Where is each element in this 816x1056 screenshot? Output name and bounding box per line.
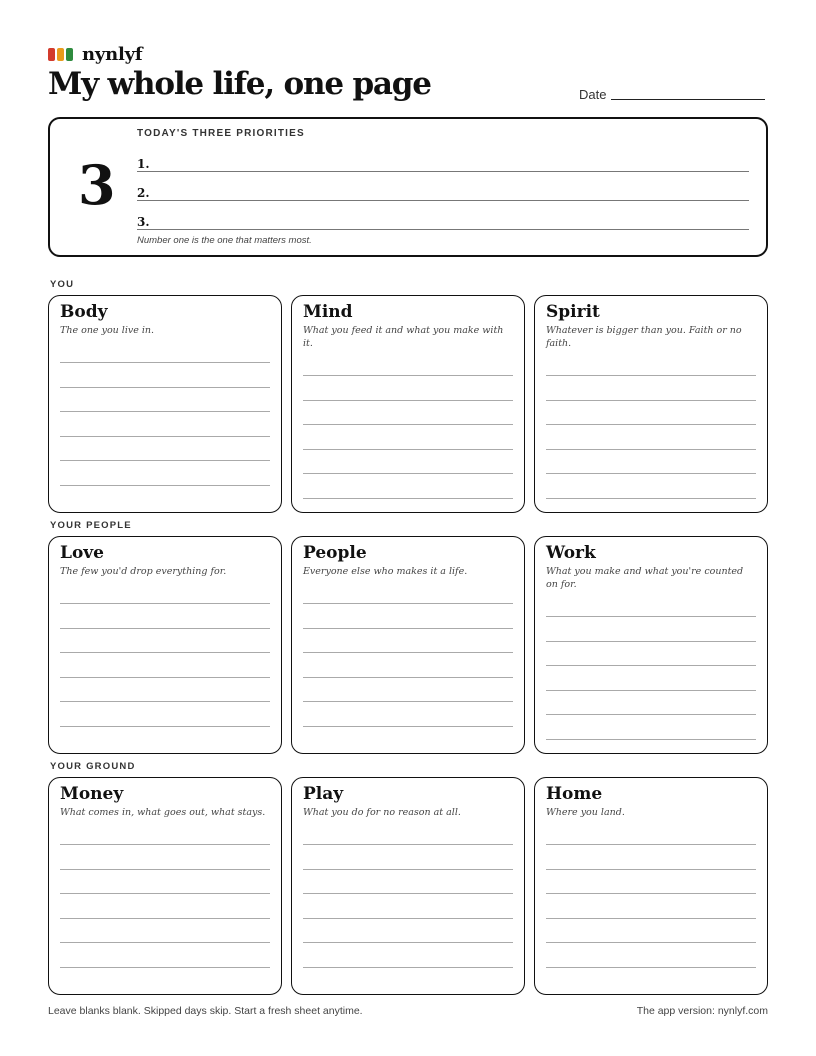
card-play: [291, 777, 525, 995]
priority-line-3[interactable]: [137, 212, 749, 230]
card-title: Body: [60, 302, 108, 322]
writing-line[interactable]: [303, 918, 513, 919]
writing-line[interactable]: [60, 942, 270, 943]
priorities-note: Number one is the one that matters most.: [137, 235, 312, 246]
writing-line[interactable]: [60, 436, 270, 437]
writing-line[interactable]: [60, 869, 270, 870]
writing-line[interactable]: [303, 375, 513, 376]
page-title: My whole life, one page: [48, 66, 431, 102]
writing-line[interactable]: [303, 449, 513, 450]
footer-note: Leave blanks blank. Skipped days skip. Start a fresh sheet anytime.: [48, 1005, 363, 1017]
brand-name: nynlyf: [82, 44, 143, 65]
card-subtitle: What you do for no reason at all.: [303, 807, 461, 818]
writing-line[interactable]: [546, 869, 756, 870]
writing-line[interactable]: [60, 603, 270, 604]
card-title: Love: [60, 543, 104, 563]
writing-line[interactable]: [60, 362, 270, 363]
date-label: Date: [579, 87, 607, 102]
date-write-line[interactable]: [611, 99, 765, 100]
writing-line[interactable]: [546, 967, 756, 968]
priorities-heading: TODAY'S THREE PRIORITIES: [137, 128, 305, 139]
writing-line[interactable]: [546, 424, 756, 425]
card-subtitle: What you feed it and what you make with it.: [303, 325, 504, 349]
card-mind: [291, 295, 525, 513]
writing-line[interactable]: [60, 677, 270, 678]
card-title: Play: [303, 784, 344, 804]
card-title: Spirit: [546, 302, 600, 322]
writing-line[interactable]: [546, 641, 756, 642]
writing-line[interactable]: [546, 714, 756, 715]
priority-line-1[interactable]: [137, 154, 749, 172]
card-money: [48, 777, 282, 995]
card-love: [48, 536, 282, 754]
writing-line[interactable]: [546, 942, 756, 943]
card-work: [534, 536, 768, 754]
writing-line[interactable]: [60, 628, 270, 629]
writing-line[interactable]: [60, 893, 270, 894]
writing-line[interactable]: [303, 677, 513, 678]
writing-line[interactable]: [60, 918, 270, 919]
card-subtitle: What you make and what you're counted on for.: [546, 566, 744, 590]
writing-line[interactable]: [546, 449, 756, 450]
writing-line[interactable]: [60, 387, 270, 388]
writing-line[interactable]: [546, 375, 756, 376]
priorities-number: 3: [78, 153, 116, 217]
card-people: [291, 536, 525, 754]
section-label-your-ground: YOUR GROUND: [50, 761, 136, 772]
card-subtitle: What comes in, what goes out, what stays.: [60, 807, 266, 818]
writing-line[interactable]: [303, 498, 513, 499]
writing-line[interactable]: [60, 967, 270, 968]
writing-line[interactable]: [546, 739, 756, 740]
writing-line[interactable]: [60, 485, 270, 486]
writing-line[interactable]: [546, 918, 756, 919]
card-subtitle: Where you land.: [546, 807, 625, 818]
logo-bar-red: [48, 48, 55, 61]
priority-line-2[interactable]: [137, 183, 749, 201]
logo-bar-green: [66, 48, 73, 61]
brand: [48, 44, 142, 65]
date-field[interactable]: [579, 87, 765, 102]
writing-line[interactable]: [60, 844, 270, 845]
card-title: Work: [546, 543, 596, 563]
priority-number-1: 1.: [137, 157, 150, 171]
writing-line[interactable]: [546, 616, 756, 617]
writing-line[interactable]: [546, 893, 756, 894]
writing-line[interactable]: [303, 701, 513, 702]
writing-line[interactable]: [60, 411, 270, 412]
priorities-box: [48, 117, 768, 257]
writing-line[interactable]: [60, 460, 270, 461]
card-spirit: [534, 295, 768, 513]
section-label-you: YOU: [50, 279, 75, 290]
writing-line[interactable]: [546, 665, 756, 666]
writing-line[interactable]: [303, 603, 513, 604]
writing-line[interactable]: [303, 424, 513, 425]
card-subtitle: Everyone else who makes it a life.: [303, 566, 468, 577]
writing-line[interactable]: [303, 628, 513, 629]
card-title: Money: [60, 784, 124, 804]
card-subtitle: The few you'd drop everything for.: [60, 566, 227, 577]
writing-line[interactable]: [303, 967, 513, 968]
writing-line[interactable]: [303, 726, 513, 727]
card-title: Mind: [303, 302, 353, 322]
footer-app-link[interactable]: The app version: nynlyf.com: [636, 1005, 768, 1017]
writing-line[interactable]: [546, 400, 756, 401]
logo-bar-orange: [57, 48, 64, 61]
writing-line[interactable]: [60, 701, 270, 702]
writing-line[interactable]: [60, 652, 270, 653]
writing-line[interactable]: [303, 869, 513, 870]
writing-line[interactable]: [303, 652, 513, 653]
brand-logo-icon: [48, 48, 73, 61]
writing-line[interactable]: [303, 893, 513, 894]
writing-line[interactable]: [546, 498, 756, 499]
writing-line[interactable]: [546, 690, 756, 691]
card-home: [534, 777, 768, 995]
writing-line[interactable]: [546, 473, 756, 474]
writing-line[interactable]: [303, 473, 513, 474]
card-title: Home: [546, 784, 603, 804]
card-body: [48, 295, 282, 513]
card-subtitle: The one you live in.: [60, 325, 155, 336]
section-label-your-people: YOUR PEOPLE: [50, 520, 132, 531]
writing-line[interactable]: [303, 844, 513, 845]
writing-line[interactable]: [303, 400, 513, 401]
priority-number-3: 3.: [137, 215, 150, 229]
writing-line[interactable]: [546, 844, 756, 845]
card-subtitle: Whatever is bigger than you. Faith or no faith.: [546, 325, 742, 349]
writing-line[interactable]: [303, 942, 513, 943]
writing-line[interactable]: [60, 726, 270, 727]
card-title: People: [303, 543, 367, 563]
priority-number-2: 2.: [137, 186, 150, 200]
